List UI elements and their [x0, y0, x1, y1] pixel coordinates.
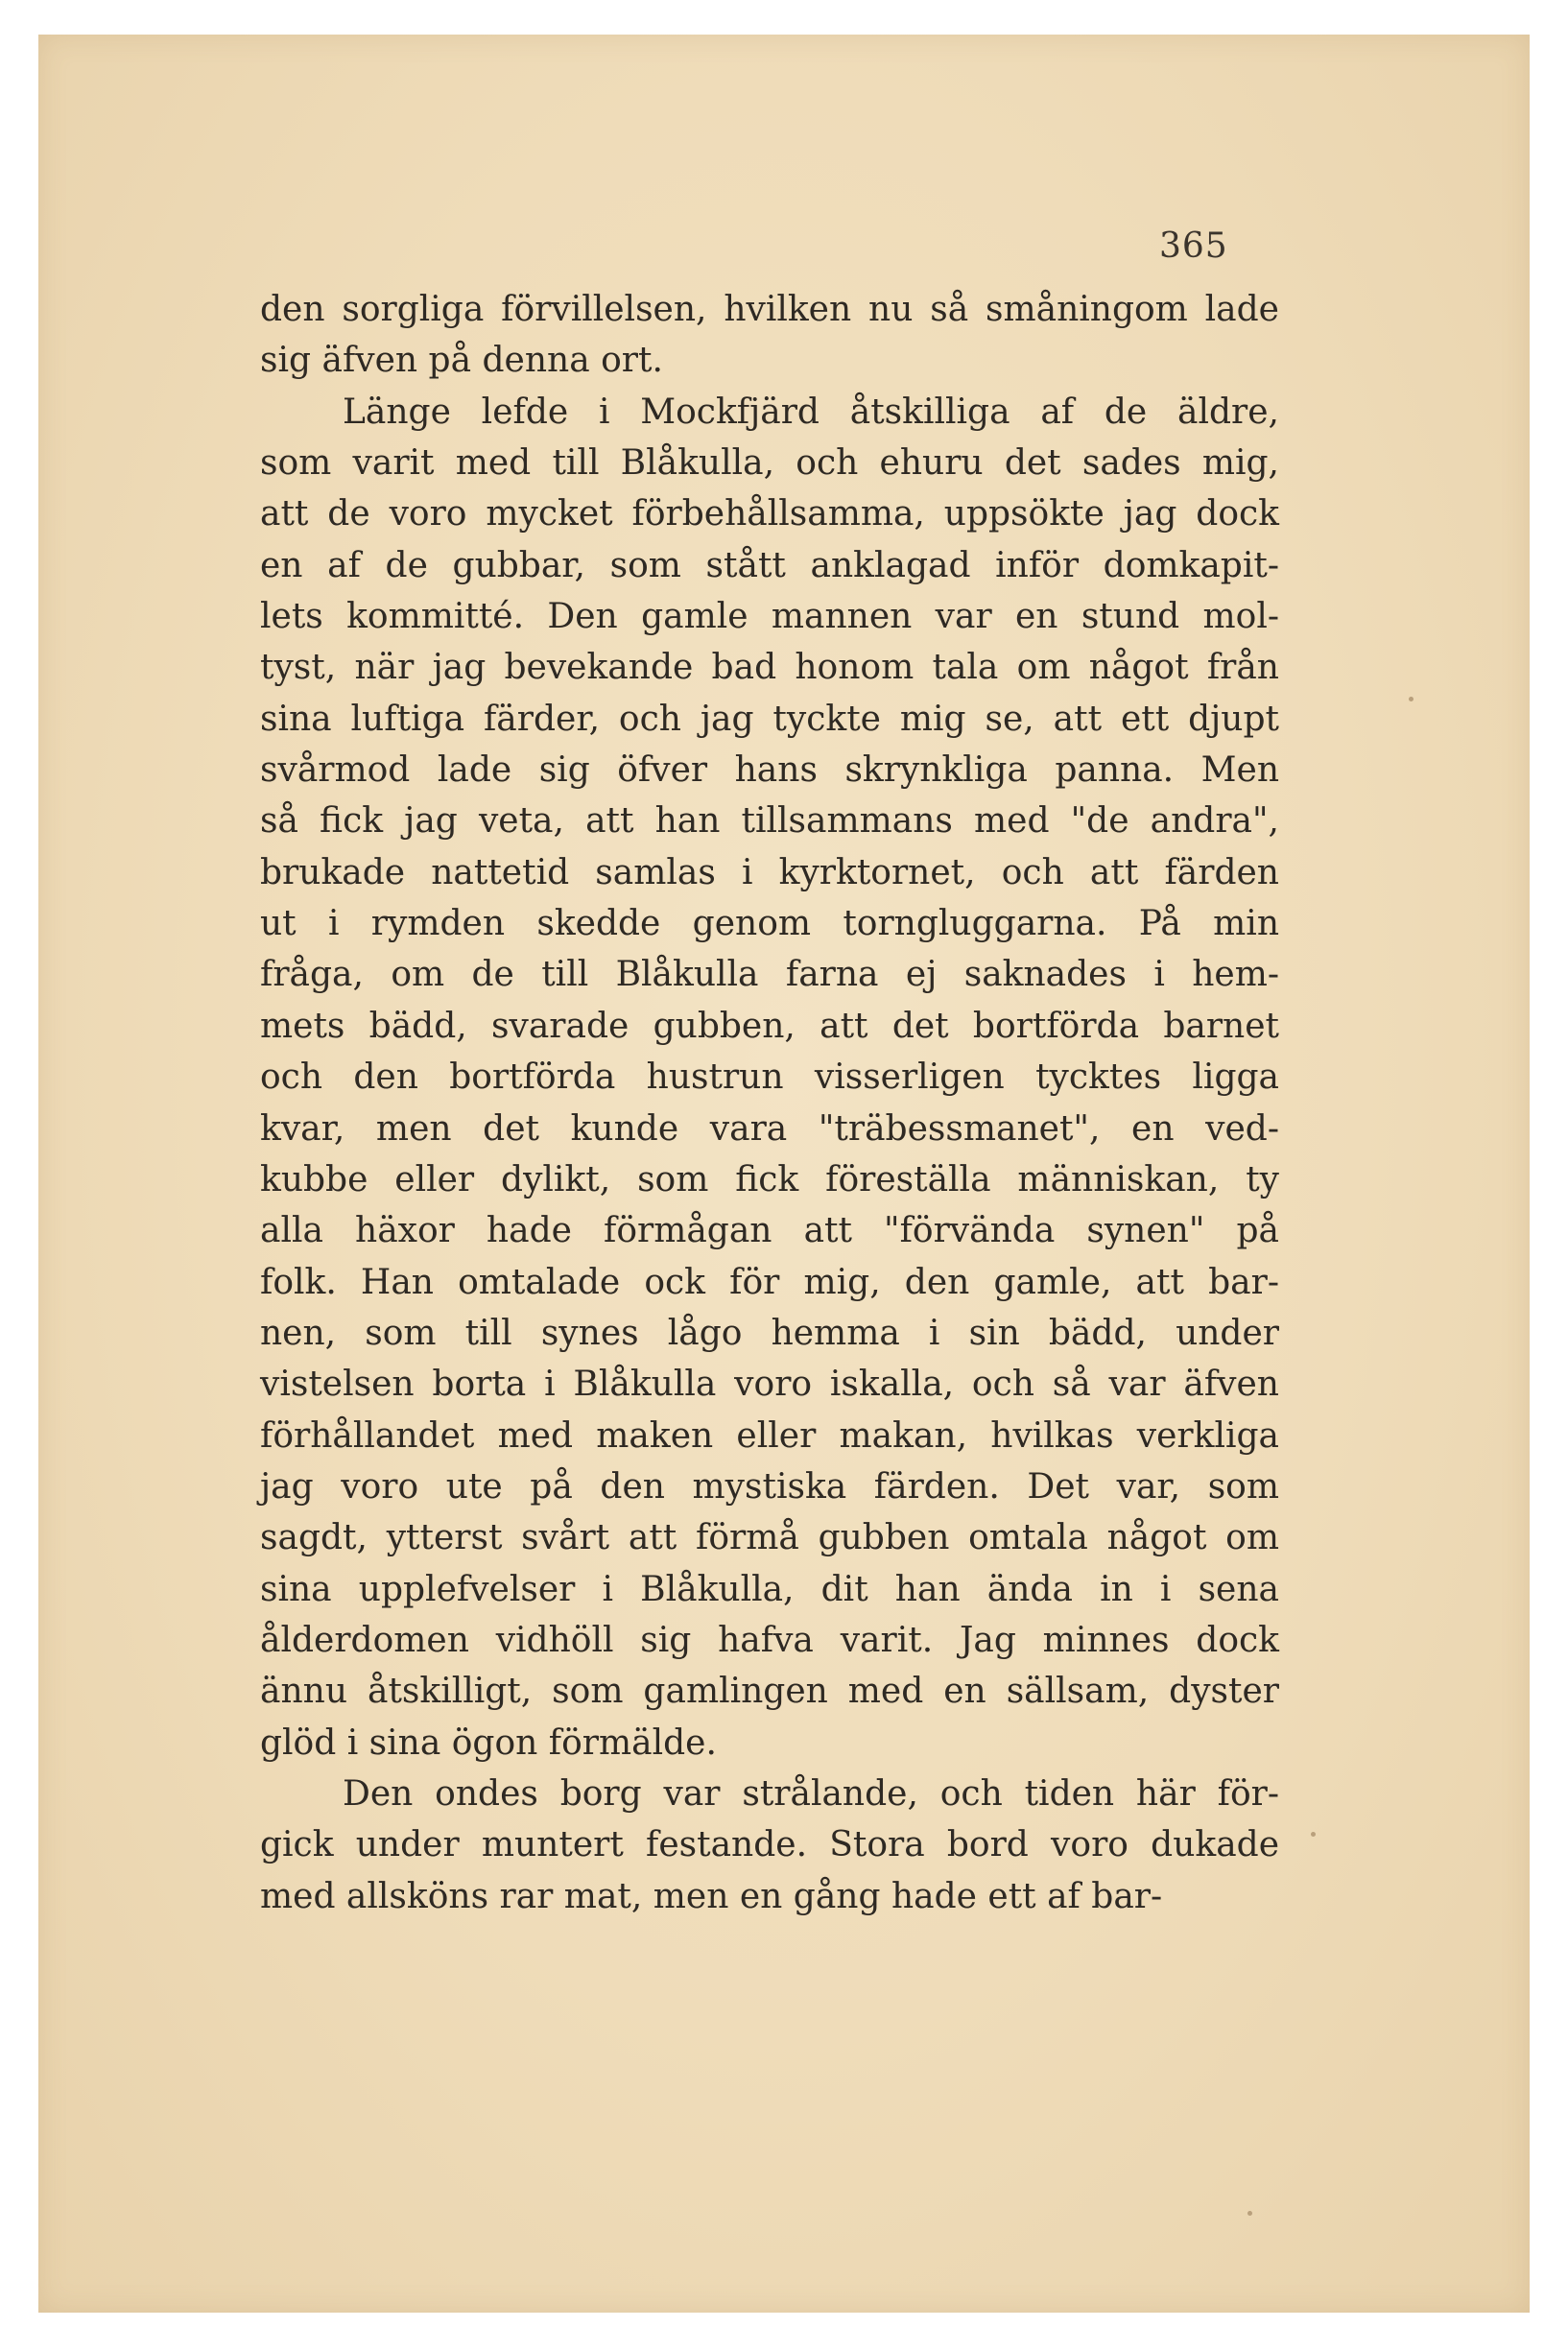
text-line: sina upplefvelser i Blåkulla, dit han ända in i sena [260, 1569, 1279, 1609]
text-line: Länge lefde i Mockfjärd åtskilliga af de äldre, [343, 392, 1279, 432]
text-line: så fick jag veta, att han tillsammans med "de andra", [260, 801, 1279, 842]
text-line: ut i rymden skedde genom torngluggarna. På min [260, 904, 1279, 944]
page-number: 365 [1159, 226, 1228, 266]
paper-speck [1311, 1832, 1316, 1837]
text-line: folk. Han omtalade ock för mig, den gamle, att bar- [260, 1262, 1279, 1302]
paper-speck [1247, 2211, 1252, 2216]
text-line: nen, som till synes lågo hemma i sin bädd, under [260, 1313, 1279, 1353]
text-line: ålderdomen vidhöll sig hafva varit. Jag minnes dock [260, 1620, 1279, 1660]
text-line: och den bortförda hustrun visserligen tycktes ligga [260, 1057, 1279, 1098]
text-line: förhållandet med maken eller makan, hvilkas verkliga [260, 1415, 1279, 1456]
text-line: lets kommitté. Den gamle mannen var en stund mol- [260, 597, 1279, 637]
paragraph [260, 284, 1279, 387]
text-line: med allsköns rar mat, men en gång hade ett af bar- [260, 1876, 1163, 1916]
text-line: brukade nattetid samlas i kyrktornet, och att färden [260, 852, 1279, 892]
text-line: sina luftiga färder, och jag tyckte mig se, att ett djupt [260, 699, 1279, 739]
text-line: jag voro ute på den mystiska färden. Det var, som [260, 1466, 1279, 1507]
text-line: gick under muntert festande. Stora bord voro dukade [260, 1825, 1279, 1865]
text-line: glöd i sina ögon förmälde. [260, 1722, 717, 1763]
text-line: en af de gubbar, som stått anklagad inför domkapit- [260, 545, 1279, 585]
text-line: den sorgliga förvillelsen, hvilken nu så småningom lade [260, 290, 1279, 329]
text-line: Den ondes borg var strålande, och tiden här för- [343, 1773, 1279, 1814]
text-line: vistelsen borta i Blåkulla voro iskalla, och så var äfven [260, 1365, 1279, 1405]
paper-speck [1409, 697, 1414, 701]
paragraph [260, 1769, 1279, 1922]
text-line: kvar, men det kunde vara "träbessmanet", en ved- [260, 1108, 1279, 1149]
text-line: alla häxor hade förmågan att "förvända synen" på [260, 1211, 1279, 1251]
text-line: fråga, om de till Blåkulla farna ej saknades i hem- [260, 955, 1279, 995]
text-line: mets bädd, svarade gubben, att det bortförda barnet [260, 1006, 1279, 1046]
text-line: svårmod lade sig öfver hans skrynkliga panna. Men [260, 750, 1279, 791]
text-line: att de voro mycket förbehållsamma, uppsökte jag dock [260, 494, 1279, 534]
text-line: sig äfven på denna ort. [260, 341, 663, 381]
text-line: tyst, när jag bevekande bad honom tala om något från [260, 648, 1279, 688]
text-line: kubbe eller dylikt, som fick föreställa människan, ty [260, 1159, 1279, 1199]
text-line: som varit med till Blåkulla, och ehuru det sades mig, [260, 443, 1279, 484]
paragraph [260, 387, 1279, 1769]
text-line: ännu åtskilligt, som gamlingen med en sällsam, dyster [260, 1672, 1279, 1712]
body-text [260, 284, 1279, 1922]
text-line: sagdt, ytterst svårt att förmå gubben omtala något om [260, 1518, 1279, 1558]
